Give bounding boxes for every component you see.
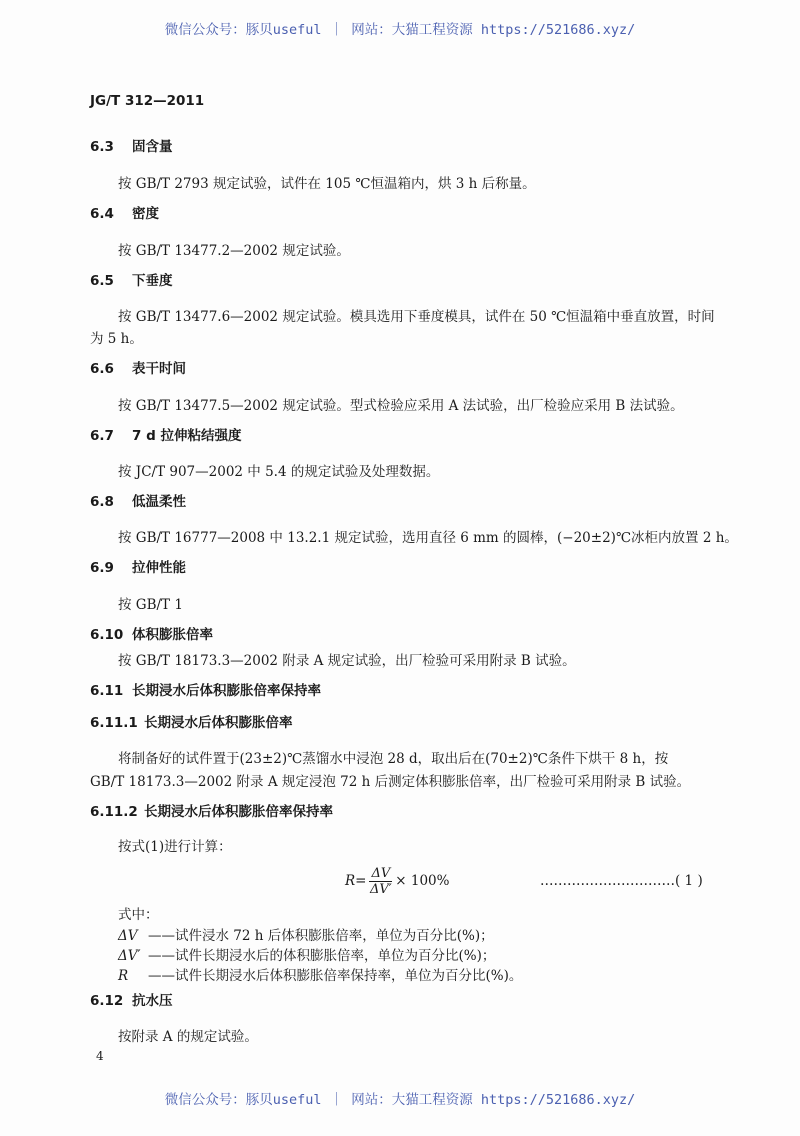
standard-header: JG/T 312—2011	[90, 93, 205, 109]
section-text: 按 GB/T 13477.5—2002 规定试验。型式检验应采用 A 法试验，出厂检验应采用 B 法试验。	[118, 398, 684, 414]
section-heading: 6.11.1 长期浸水后体积膨胀倍率	[90, 715, 293, 731]
page-number: 4	[96, 1049, 104, 1063]
section-heading: 6.12 抗水压	[90, 993, 173, 1009]
where-label: 式中：	[118, 907, 159, 923]
section-heading: 6.8 低温柔性	[90, 494, 186, 510]
section-heading: 6.10 体积膨胀倍率	[90, 627, 213, 643]
section-text: 按 GB/T 2793 规定试验，试件在 105 ℃恒温箱内，烘 3 h 后称量。	[118, 176, 536, 192]
section-heading: 6.5 下垂度	[90, 273, 173, 289]
section-text: 按式(1)进行计算：	[118, 839, 232, 855]
variable-definition: ΔV′ ——试件长期浸水后的体积膨胀倍率，单位为百分比(%)；	[118, 948, 496, 964]
watermark-top: 微信公众号：豚贝useful ｜ 网站：大猫工程资源 https://521686.xyz/	[164, 22, 636, 38]
section-heading: 6.11.2 长期浸水后体积膨胀倍率保持率	[90, 804, 333, 820]
section-text: 按 GB/T 13477.6—2002 规定试验。模具选用下垂度模具，试件在 50 ℃恒温箱中垂直放置，时间	[118, 309, 715, 325]
section-text: 按 GB/T 18173.3—2002 附录 A 规定试验，出厂检验可采用附录 B 试验。	[118, 653, 576, 669]
section-text: 按 GB/T 1	[118, 597, 183, 613]
watermark-bottom: 微信公众号：豚贝useful ｜ 网站：大猫工程资源 https://521686.xyz/	[164, 1092, 636, 1108]
section-heading: 6.7 7 d 拉伸粘结强度	[90, 428, 242, 444]
section-heading: 6.3 固含量	[90, 139, 173, 155]
section-text: 将制备好的试件置于(23±2)℃蒸馏水中浸泡 28 d，取出后在(70±2)℃条件下烘干 8 h，按	[118, 751, 669, 767]
section-heading: 6.9 拉伸性能	[90, 560, 186, 576]
section-text: 按附录 A 的规定试验。	[118, 1029, 258, 1045]
variable-definition: R ——试件长期浸水后体积膨胀倍率保持率，单位为百分比(%)。	[118, 968, 523, 984]
section-heading: 6.4 密度	[90, 206, 159, 222]
section-text: 按 GB/T 16777—2008 中 13.2.1 规定试验，选用直径 6 mm 的圆棒，(−20±2)℃冰柜内放置 2 h。	[118, 530, 738, 546]
section-text: 按 GB/T 13477.2—2002 规定试验。	[118, 243, 350, 259]
section-text: GB/T 18173.3—2002 附录 A 规定浸泡 72 h 后测定体积膨胀倍率，出厂检验可采用附录 B 试验。	[90, 774, 691, 790]
section-text: 为 5 h。	[90, 331, 143, 347]
formula: R= $\frac{\Delta V}{\Delta V'}$ × 100%	[345, 866, 450, 897]
variable-definition: ΔV ——试件浸水 72 h 后体积膨胀倍率，单位为百分比(%)；	[118, 928, 494, 944]
section-text: 按 JC/T 907—2002 中 5.4 的规定试验及处理数据。	[118, 464, 440, 480]
formula-number: …………………………( 1 )	[540, 873, 703, 889]
section-heading: 6.11 长期浸水后体积膨胀倍率保持率	[90, 683, 321, 699]
section-heading: 6.6 表干时间	[90, 361, 186, 377]
